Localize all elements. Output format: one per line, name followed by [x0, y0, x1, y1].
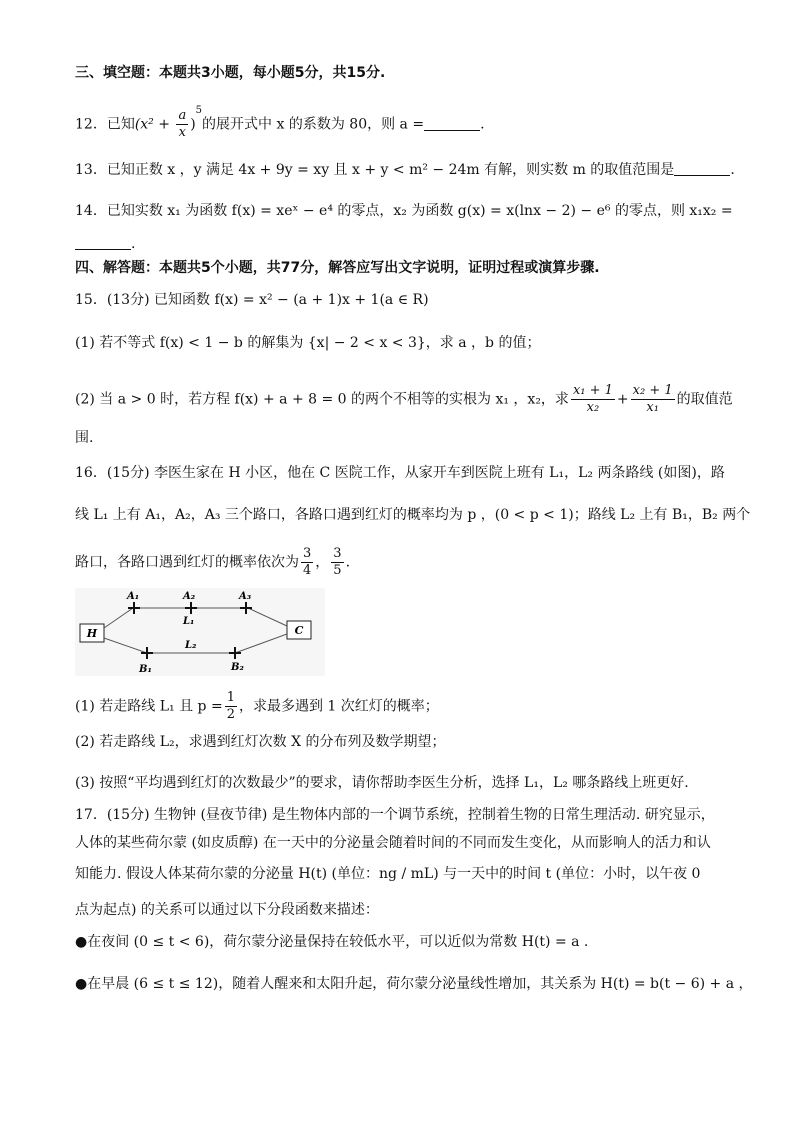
question-17-line4: 点为起点) 的关系可以通过以下分段函数来描述： [75, 902, 379, 918]
answer-blank-12[interactable] [424, 116, 480, 131]
question-17-line3: 知能力. 假设人体某荷尔蒙的分泌量 H(t) (单位：ng / mL) 与一天中的时间 t (单位：小时，以午夜 0 [75, 866, 701, 882]
question-14: 14．已知实数 x₁ 为函数 f(x) = xeˣ − e⁴ 的零点，x₂ 为函数 g(x) = x(lnx − 2) − e⁶ 的零点，则 x₁x₂ = [75, 203, 733, 219]
answer-blank-13[interactable] [674, 161, 730, 176]
question-15-part2: (2) 当 a > 0 时，若方程 f(x) + a + 8 = 0 的两个不相等的实根为 x₁ ，x₂，求 $\frac{\text{x₁ + 1}}{\text{x₂}}$ + $\frac{\text{x₂ + 1}}{\text{x₁}}$ 的取值范 [75, 383, 733, 415]
question-13: 13．已知正数 x ，y 满足 4x + 9y = xy 且 x + y < m² − 24m 有解，则实数 m 的取值范围是 . [75, 162, 735, 178]
question-15-part1: (1) 若不等式 f(x) < 1 − b 的解集为 {x| − 2 < x < 3}，求 a ，b 的值； [75, 335, 541, 351]
label-L2: L₂ [185, 640, 197, 651]
question-16-line3: 路口，各路口遇到红灯的概率依次为 $\frac{3}{4}$ ， $\frac{3}{5}$ . [75, 546, 351, 578]
question-16-line2: 线 L₁ 上有 A₁，A₂，A₃ 三个路口，各路口遇到红灯的概率均为 p ，(0 < p < 1)；路线 L₂ 上有 B₁，B₂ 两个 [75, 507, 751, 523]
answer-blank-14[interactable] [75, 235, 131, 250]
question-16-line1: 16．(15分) 李医生家在 H 小区，他在 C 医院工作，从家开车到医院上班有 L₁，L₂ 两条路线 (如图)，路 [75, 465, 725, 481]
section3-heading: 三、填空题：本题共3小题，每小题5分，共15分. [75, 65, 386, 81]
label-A2: A₂ [183, 591, 196, 602]
question-12: 12．已知(x² + $\frac{a}{x}$ )$^5$的展开式中 x 的系数为 80，则 a = . [75, 104, 485, 140]
question-17-bullet2: ●在早晨 (6 ≤ t ≤ 12)，随着人醒来和太阳升起，荷尔蒙分泌量线性增加，其关系为 H(t) = b(t − 6) + a ， [75, 976, 753, 992]
label-C: C [294, 624, 304, 637]
section4-heading: 四、解答题：本题共5个小题，共77分，解答应写出文字说明，证明过程或演算步骤. [75, 260, 600, 276]
question-16-part1: (1) 若走路线 L₁ 且 p = $\frac{1}{2}$ ，求最多遇到 1 次红灯的概率； [75, 690, 439, 722]
question-16-part3: (3) 按照“平均遇到红灯的次数最少”的要求，请你帮助李医生分析，选择 L₁，L₂ 哪条路线上班更好. [75, 775, 689, 791]
question-14-answer: . [75, 234, 744, 254]
label-H: H [86, 627, 98, 640]
label-L1: L₁ [183, 616, 195, 627]
question-17-bullet1: ●在夜间 (0 ≤ t < 6)，荷尔蒙分泌量保持在较低水平，可以近似为常数 H(t) = a . [75, 934, 589, 950]
label-A3: A₃ [239, 591, 252, 602]
label-A1: A₁ [127, 591, 140, 602]
label-B2: B₂ [231, 662, 244, 673]
question-15-part2-cont: 围. [75, 430, 94, 446]
question-17-line1: 17．(15分) 生物钟 (昼夜节律) 是生物体内部的一个调节系统，控制着生物的日常生理活动. 研究显示， [75, 807, 715, 823]
question-17-line2: 人体的某些荷尔蒙 (如皮质醇) 在一天中的分泌量会随着时间的不同而发生变化，从而影响人的活力和认 [75, 835, 711, 851]
question-15-stem: 15．(13分) 已知函数 f(x) = x² − (a + 1)x + 1(a ∈ R) [75, 292, 429, 308]
label-B1: B₁ [139, 664, 152, 675]
route-diagram [75, 588, 325, 676]
question-16-part2: (2) 若走路线 L₂，求遇到红灯次数 X 的分布列及数学期望； [75, 734, 446, 750]
